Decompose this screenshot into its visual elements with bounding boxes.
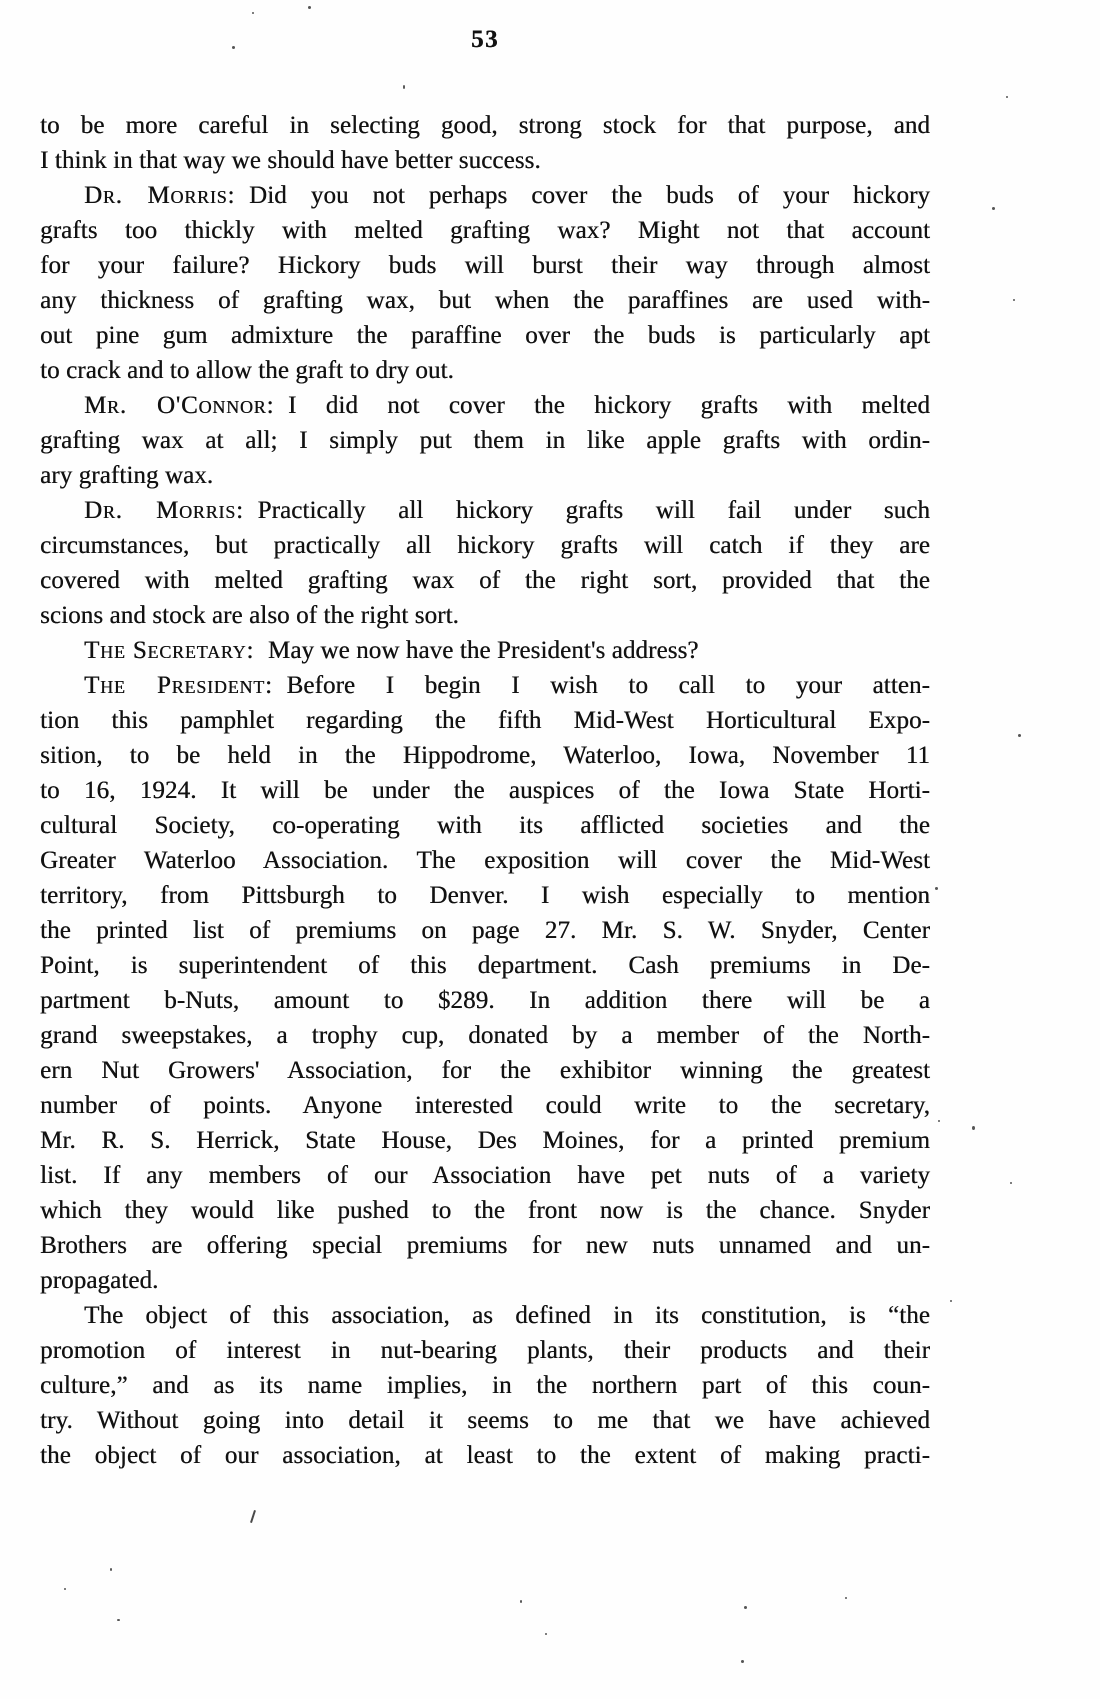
scan-speck (1018, 734, 1021, 737)
text-line: to crack and to allow the graft to dry out. (40, 357, 454, 384)
text-line: Greater Waterloo Association. The exposition will cover the Mid-West (40, 847, 930, 874)
text-line: ern Nut Growers' Association, for the exhibitor winning the greatest (40, 1057, 930, 1084)
text-line: grand sweepstakes, a trophy cup, donated by a member of the North- (40, 1022, 930, 1049)
scan-speck (308, 6, 311, 9)
text-line: The object of this association, as defined in its constitution, is “the (84, 1302, 930, 1329)
text-line: covered with melted grafting wax of the right sort, provided that the (40, 567, 930, 594)
page-text (40, 108, 930, 1473)
text-line: Point, is superintendent of this department. Cash premiums in De- (40, 952, 930, 979)
scan-speck (232, 46, 235, 49)
paragraph (40, 633, 930, 668)
speech-text: Practically all hickory grafts will fail under such (257, 497, 930, 524)
text-line: list. If any members of our Association have pet nuts of a variety (40, 1162, 930, 1189)
text-line: which they would like pushed to the front now is the chance. Snyder (40, 1197, 930, 1224)
paragraph (40, 493, 930, 633)
scan-speck (117, 1619, 120, 1621)
text-line: ary grafting wax. (40, 462, 214, 489)
paragraph (40, 178, 930, 388)
paragraph (40, 668, 930, 1298)
speech-text: Did you not perhaps cover the buds of your hickory (248, 182, 930, 209)
speaker-label: The President: (84, 672, 273, 699)
text-line: sition, to be held in the Hippodrome, Waterloo, Iowa, November 11 (40, 742, 930, 769)
scan-speck (403, 85, 405, 89)
text-line: number of points. Anyone interested could write to the secretary, (40, 1092, 930, 1119)
scan-speck (744, 1606, 747, 1609)
text-line: circumstances, but practically all hickory grafts will catch if they are (40, 532, 930, 559)
text-line (40, 493, 930, 528)
scan-speck (110, 1568, 112, 1571)
text-line: to 16, 1924. It will be under the auspices of the Iowa State Horti- (40, 777, 930, 804)
scan-speck (1013, 299, 1015, 301)
text-line: culture,” and as its name implies, in the northern part of this coun- (40, 1372, 930, 1399)
scan-speck (252, 12, 254, 14)
speech-text: May we now have the President's address? (267, 637, 699, 664)
scan-speck (845, 1597, 847, 1599)
scan-speck (1010, 1182, 1012, 1184)
scan-speck (520, 1600, 522, 1603)
scan-speck (972, 1126, 975, 1130)
page-number: 53 (471, 26, 499, 53)
speech-text: Before I begin I wish to call to your atten- (286, 672, 930, 699)
scan-speck (741, 1660, 744, 1663)
scan-speck (950, 1300, 952, 1302)
text-line: try. Without going into detail it seems to me that we have achieved (40, 1407, 930, 1434)
text-line: Brothers are offering special premiums for new nuts unnamed and un- (40, 1232, 930, 1259)
scan-speck (992, 207, 995, 210)
text-line: grafts too thickly with melted grafting wax? Might not that account (40, 217, 930, 244)
paragraph (40, 388, 930, 493)
text-line: the printed list of premiums on page 27. Mr. S. W. Snyder, Center (40, 917, 930, 944)
text-line: the object of our association, at least to the extent of making practi- (40, 1442, 930, 1469)
text-line: to be more careful in selecting good, strong stock for that purpose, and (40, 112, 930, 139)
text-line: scions and stock are also of the right sort. (40, 602, 459, 629)
paragraph (40, 1298, 930, 1473)
text-line: for your failure? Hickory buds will burst their way through almost (40, 252, 930, 279)
text-line (40, 668, 930, 703)
text-line (40, 178, 930, 213)
speaker-label: Dr. Morris: (84, 182, 236, 209)
text-line: grafting wax at all; I simply put them in like apple grafts with ordin- (40, 427, 930, 454)
speaker-label: The Secretary: (84, 637, 255, 664)
scan-speck (545, 1633, 547, 1635)
text-line (40, 633, 930, 668)
text-line: propagated. (40, 1267, 159, 1294)
scan-speck (938, 1120, 940, 1122)
speaker-label: Dr. Morris: (84, 497, 244, 524)
speech-text: I did not cover the hickory grafts with melted (288, 392, 931, 419)
scan-slash-mark (250, 1510, 256, 1523)
text-line: promotion of interest in nut-bearing plants, their products and their (40, 1337, 930, 1364)
scan-speck (1006, 96, 1008, 98)
text-line: out pine gum admixture the paraffine over the buds is particularly apt (40, 322, 930, 349)
scan-speck (935, 887, 938, 890)
text-line: tion this pamphlet regarding the fifth Mid-West Horticultural Expo- (40, 707, 930, 734)
text-line: cultural Society, co-operating with its afflicted societies and the (40, 812, 930, 839)
text-line: any thickness of grafting wax, but when the paraffines are used with- (40, 287, 930, 314)
text-line: partment b-Nuts, amount to $289. In addition there will be a (40, 987, 930, 1014)
paragraph (40, 108, 930, 178)
text-line: territory, from Pittsburgh to Denver. I wish especially to mention (40, 882, 930, 909)
text-line (40, 388, 930, 423)
scan-speck (64, 1588, 66, 1590)
speaker-label: Mr. O'Connor: (84, 392, 275, 419)
text-line: I think in that way we should have better success. (40, 147, 541, 174)
text-line: Mr. R. S. Herrick, State House, Des Moines, for a printed premium (40, 1127, 930, 1154)
